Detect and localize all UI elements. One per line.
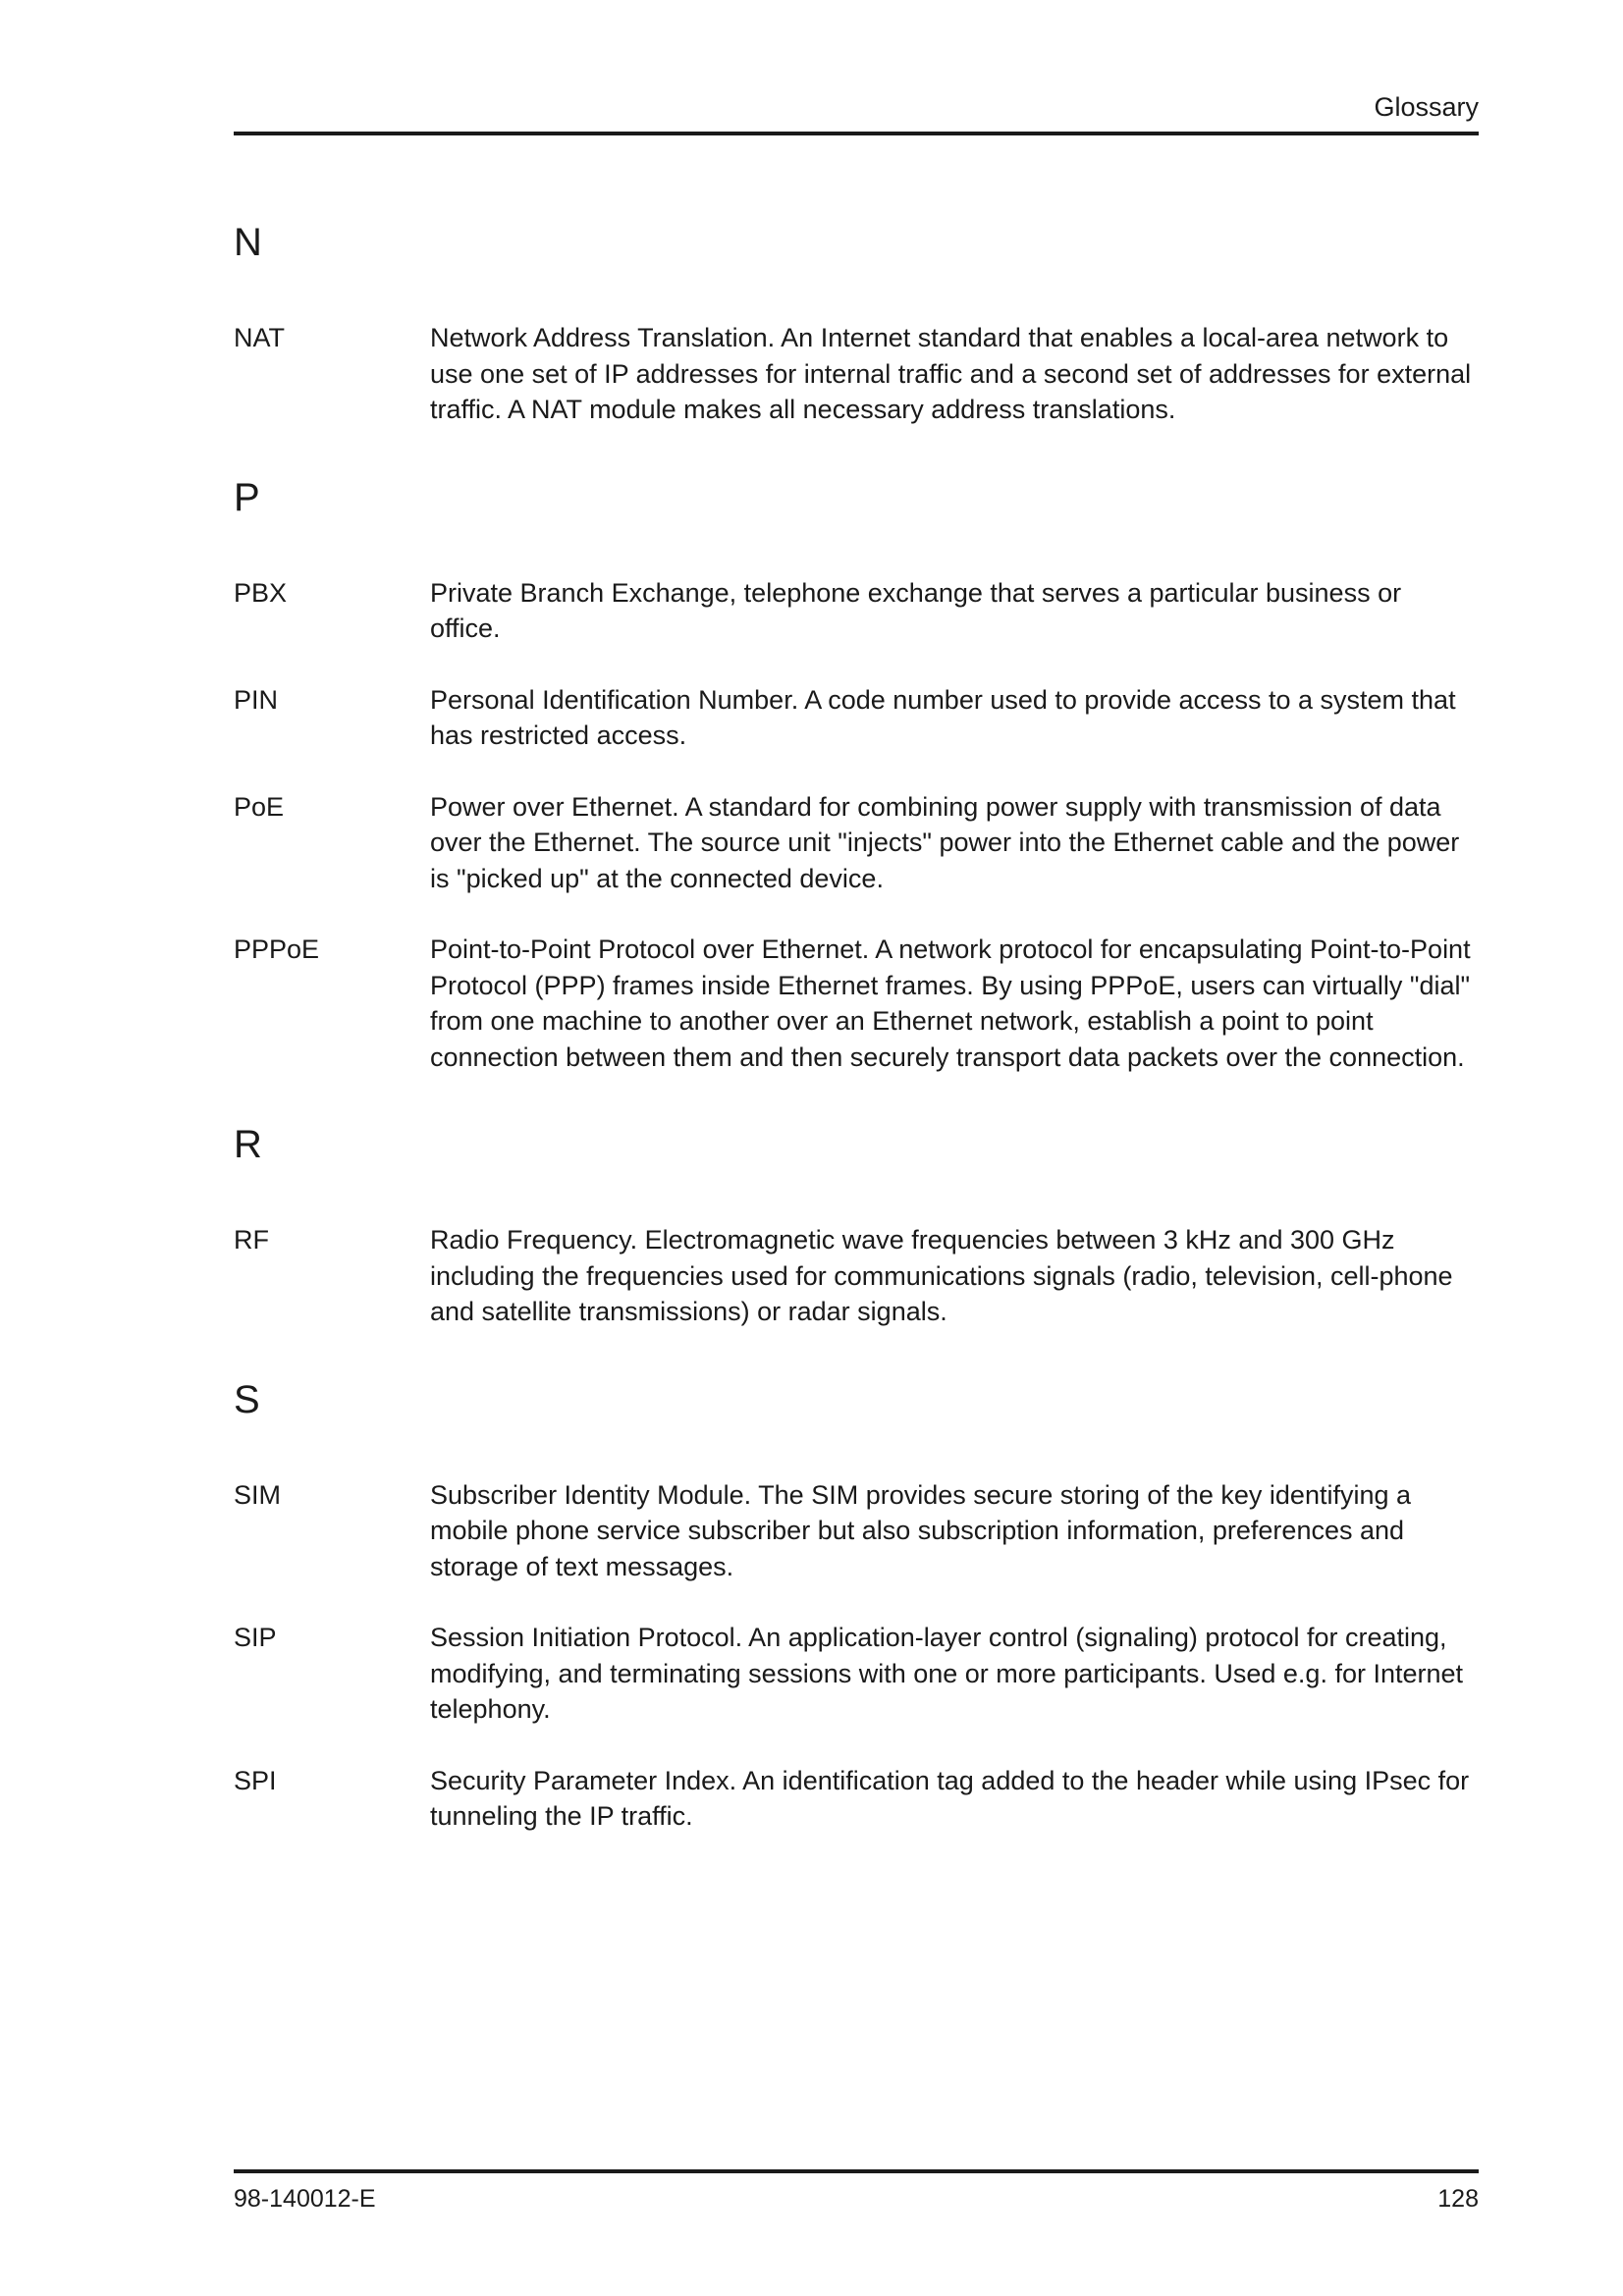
glossary-entry	[234, 932, 1479, 1075]
glossary-entry	[234, 789, 1479, 897]
glossary-entry	[234, 575, 1479, 647]
glossary-entry	[234, 682, 1479, 754]
glossary-entry	[234, 1763, 1479, 1835]
glossary-definition: Radio Frequency. Electromagnetic wave frequencies between 3 kHz and 300 GHz including the frequencies used for communications signals (radio, television, cell-phone and satellite transmissions) or radar signals.	[430, 1225, 1453, 1326]
glossary-entry	[234, 1620, 1479, 1728]
glossary-definition: Private Branch Exchange, telephone exchange that serves a particular business or office.	[430, 577, 1402, 643]
glossary-section-s	[234, 1375, 1479, 1835]
glossary-term: SIP	[234, 1623, 277, 1652]
glossary-section-n	[234, 218, 1479, 428]
glossary-definition: Security Parameter Index. An identification tag added to the header while using IPsec for tunneling the IP traffic.	[430, 1765, 1470, 1831]
glossary-definition: Personal Identification Number. A code number used to provide access to a system that has restricted access.	[430, 684, 1456, 750]
page-header	[234, 86, 1479, 135]
glossary-definition: Point-to-Point Protocol over Ethernet. A network protocol for encapsulating Point-to-Point Protocol (PPP) frames inside Ethernet frames. By using PPPoE, users can virtually "dial" from one machine to another over an Ethernet network, establish a point to point connection between them and then securely transport data packets over the connection.	[430, 934, 1471, 1072]
glossary-entry	[234, 1222, 1479, 1330]
glossary-definition: Network Address Translation. An Internet standard that enables a local-area network to use one set of IP addresses for internal traffic and a second set of addresses for external traffic. A NAT module makes all necessary address translations.	[430, 323, 1472, 424]
glossary-definition: Power over Ethernet. A standard for combining power supply with transmission of data over the Ethernet. The source unit "injects" power into the Ethernet cable and the power is "picked up" at the connected device.	[430, 791, 1460, 893]
page-footer	[234, 2169, 1479, 2213]
glossary-entry	[234, 1477, 1479, 1585]
glossary-term: PoE	[234, 791, 285, 822]
section-letter: S	[234, 1377, 260, 1421]
glossary-term: NAT	[234, 323, 285, 352]
section-letter: P	[234, 475, 260, 519]
glossary-section-p	[234, 473, 1479, 1076]
glossary-content	[234, 218, 1479, 1870]
page-number: 128	[1437, 2185, 1479, 2213]
glossary-term: RF	[234, 1225, 269, 1255]
glossary-section-r	[234, 1120, 1479, 1330]
glossary-term: SPI	[234, 1765, 277, 1795]
section-letter: N	[234, 221, 262, 264]
glossary-term: PBX	[234, 577, 288, 608]
glossary-term: SIM	[234, 1479, 282, 1510]
glossary-definition: Subscriber Identity Module. The SIM provides secure storing of the key identifying a mobile phone service subscriber but also subscription information, preferences and storage of text messages.	[430, 1479, 1412, 1581]
glossary-term: PIN	[234, 684, 279, 715]
section-letter: R	[234, 1123, 262, 1166]
document-number: 98-140012-E	[234, 2185, 376, 2213]
glossary-definition: Session Initiation Protocol. An application-layer control (signaling) protocol for creating, modifying, and terminating sessions with one or more participants. Used e.g. for Internet telephony.	[430, 1623, 1464, 1724]
header-title: Glossary	[1374, 92, 1479, 122]
glossary-term: PPPoE	[234, 934, 320, 964]
glossary-entry	[234, 320, 1479, 428]
